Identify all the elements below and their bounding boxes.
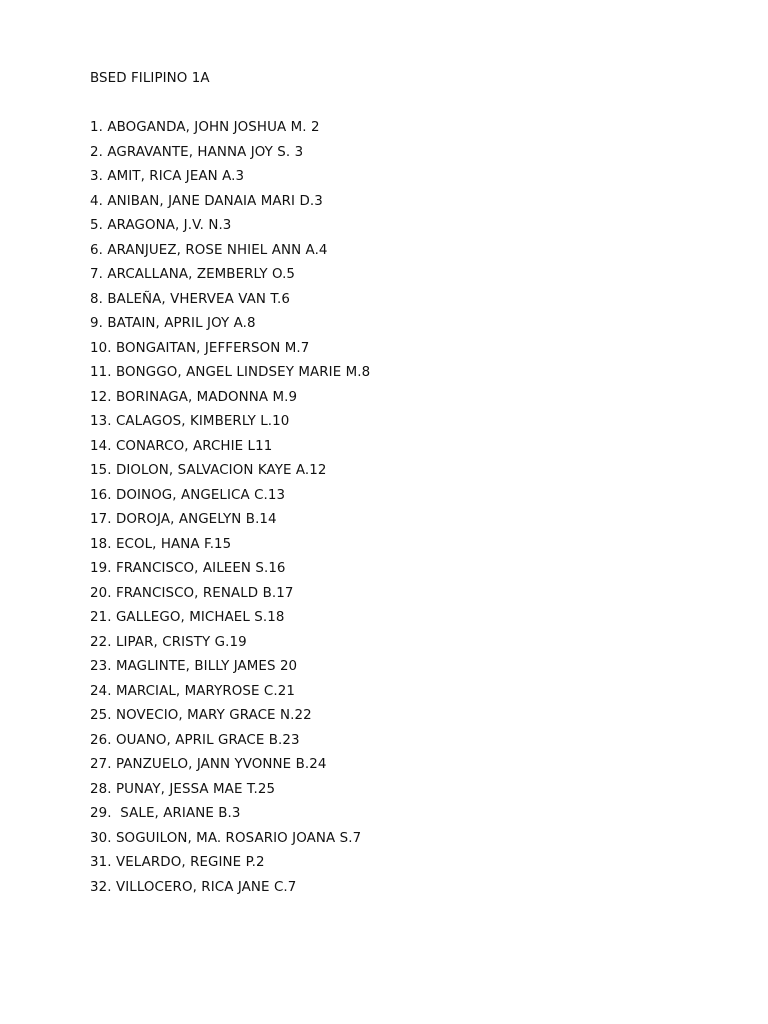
roster-entry: 19. FRANCISCO, AILEEN S.16 bbox=[90, 561, 286, 577]
roster-entry: 27. PANZUELO, JANN YVONNE B.24 bbox=[90, 757, 327, 773]
roster-entry: 13. CALAGOS, KIMBERLY L.10 bbox=[90, 414, 290, 430]
roster-entry: 30. SOGUILON, MA. ROSARIO JOANA S.7 bbox=[90, 830, 362, 846]
roster-entry: 5. ARAGONA, J.V. N.3 bbox=[90, 218, 232, 234]
roster-entry: 22. LIPAR, CRISTY G.19 bbox=[90, 634, 247, 650]
roster-entry: 6. ARANJUEZ, ROSE NHIEL ANN A.4 bbox=[90, 242, 328, 258]
roster-entry: 12. BORINAGA, MADONNA M.9 bbox=[90, 389, 298, 405]
roster-entry: 2. AGRAVANTE, HANNA JOY S. 3 bbox=[90, 144, 304, 160]
roster-entry: 16. DOINOG, ANGELICA C.13 bbox=[90, 487, 286, 503]
roster-entry: 24. MARCIAL, MARYROSE C.21 bbox=[90, 683, 295, 699]
roster-entry: 21. GALLEGO, MICHAEL S.18 bbox=[90, 610, 285, 626]
document-title: BSED FILIPINO 1A bbox=[90, 71, 210, 86]
roster-entry: 9. BATAIN, APRIL JOY A.8 bbox=[90, 316, 256, 332]
roster-entry: 28. PUNAY, JESSA MAE T.25 bbox=[90, 781, 276, 797]
roster-entry: 7. ARCALLANA, ZEMBERLY O.5 bbox=[90, 267, 296, 283]
roster-entry: 20. FRANCISCO, RENALD B.17 bbox=[90, 585, 294, 601]
roster-entry: 10. BONGAITAN, JEFFERSON M.7 bbox=[90, 340, 310, 356]
roster-entry: 32. VILLOCERO, RICA JANE C.7 bbox=[90, 879, 297, 895]
roster-entry: 29. SALE, ARIANE B.3 bbox=[90, 806, 241, 822]
roster-entry: 1. ABOGANDA, JOHN JOSHUA M. 2 bbox=[90, 120, 320, 135]
roster-entry: 14. CONARCO, ARCHIE L11 bbox=[90, 438, 273, 454]
roster-entry: 17. DOROJA, ANGELYN B.14 bbox=[90, 512, 277, 528]
roster-entry: 18. ECOL, HANA F.15 bbox=[90, 536, 232, 552]
roster-entry: 8. BALEÑA, VHERVEA VAN T.6 bbox=[90, 291, 290, 307]
roster-entry: 11. BONGGO, ANGEL LINDSEY MARIE M.8 bbox=[90, 365, 371, 381]
roster-entry: 25. NOVECIO, MARY GRACE N.22 bbox=[90, 708, 312, 724]
roster-entry: 3. AMIT, RICA JEAN A.3 bbox=[90, 169, 245, 185]
student-roster bbox=[90, 119, 370, 904]
roster-entry: 15. DIOLON, SALVACION KAYE A.12 bbox=[90, 463, 327, 479]
roster-entry: 26. OUANO, APRIL GRACE B.23 bbox=[90, 732, 300, 748]
roster-entry: 31. VELARDO, REGINE P.2 bbox=[90, 855, 265, 871]
roster-entry: 23. MAGLINTE, BILLY JAMES 20 bbox=[90, 659, 298, 675]
roster-entry: 4. ANIBAN, JANE DANAIA MARI D.3 bbox=[90, 193, 323, 209]
